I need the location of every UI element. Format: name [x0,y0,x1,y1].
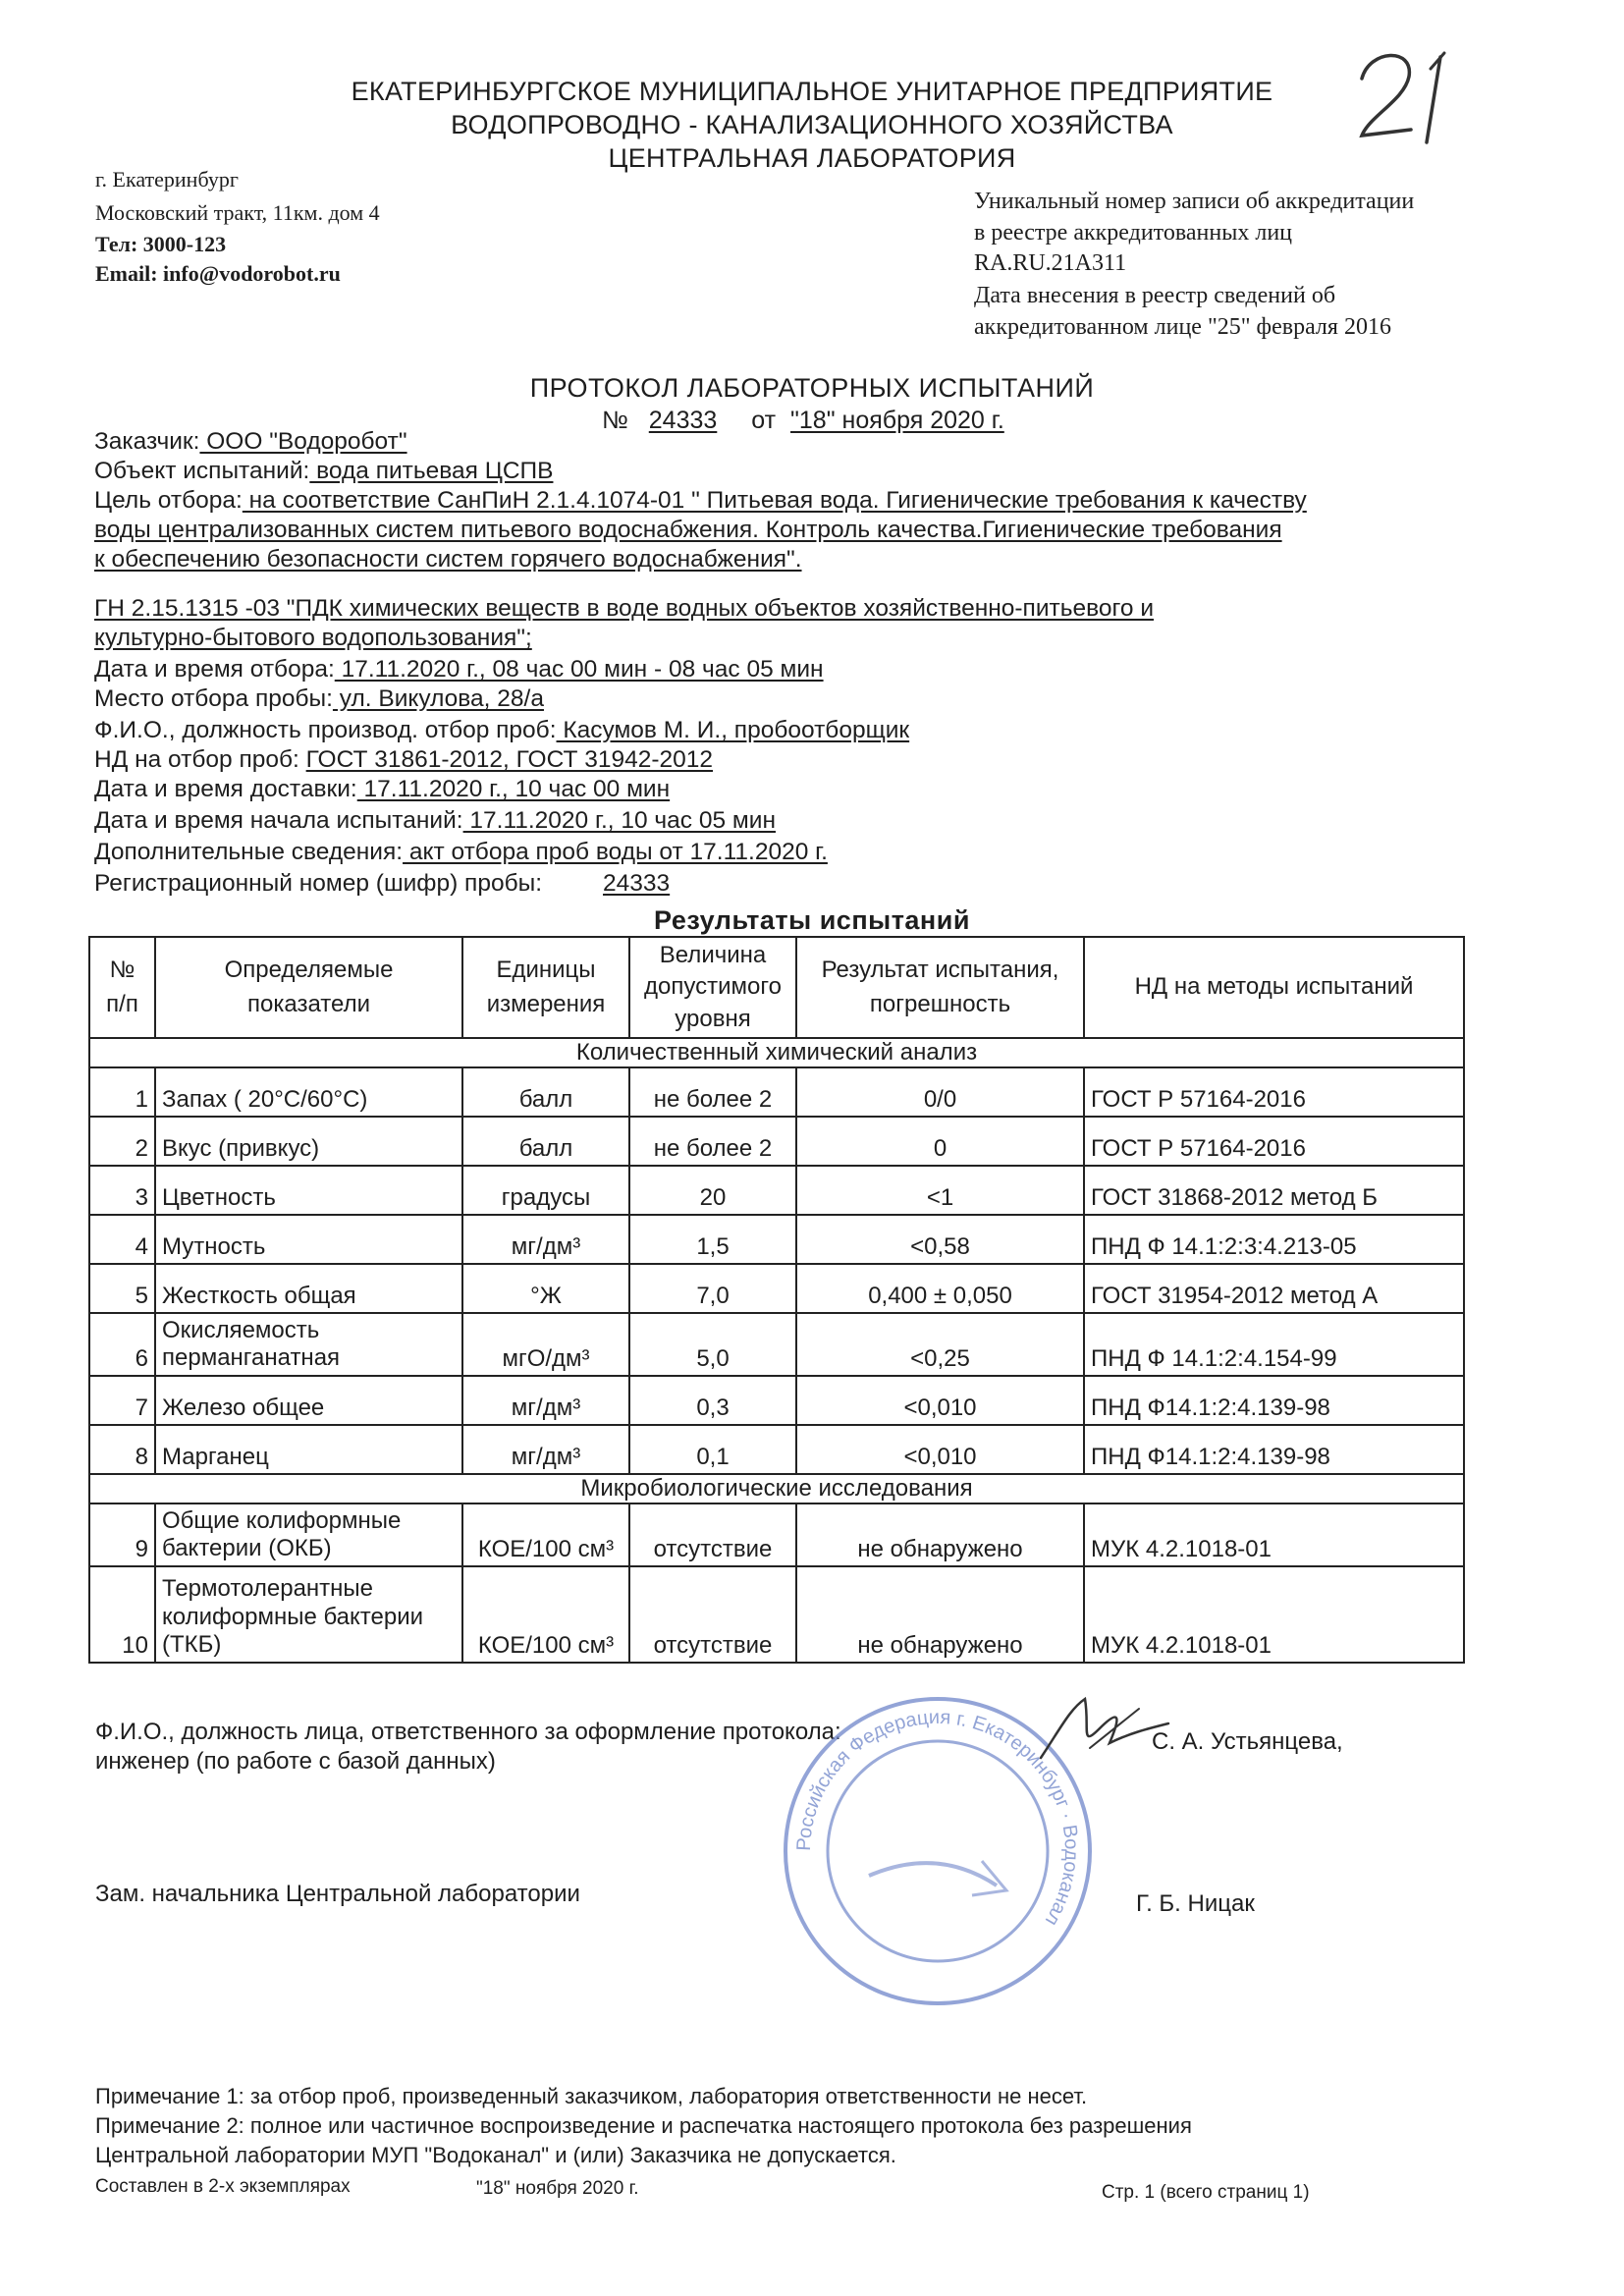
protocol-date-label: от [751,407,777,434]
field-purpose: Цель отбора: на соответствие СанПиН 2.1.4.1074-01 " Питьевая вода. Гигиенические требования к качеству [94,487,1307,514]
field-registration-number: Регистрационный номер (шифр) пробы: 24333 [94,870,671,897]
header-line-1: ЕКАТЕРИНБУРГСКОЕ МУНИЦИПАЛЬНОЕ УНИТАРНОЕ ПРЕДПРИЯТИЕ [351,77,1273,106]
responsible-position: инженер (по работе с базой данных) [95,1748,496,1775]
field-additional-info: Дополнительные сведения: акт отбора проб воды от 17.11.2020 г. [94,839,828,865]
deputy-label: Зам. начальника Центральной лаборатории [95,1881,580,1907]
table-row: 7 Железо общее мг/дм³ 0,3 <0,010 ПНД Ф14.1:2:4.139-98 [89,1376,1464,1425]
table-row: 4 Мутность мг/дм³ 1,5 <0,58 ПНД Ф 14.1:2:3:4.213-05 [89,1215,1464,1264]
results-title: Результаты испытаний [654,905,970,935]
results-table [88,936,1465,1664]
header-result: Результат испытания, погрешность [796,937,1084,1038]
footer-copies: Составлен в 2-х экземплярах [95,2176,351,2197]
note-2: Примечание 2: полное или частичное воспроизведение и распечатка настоящего протокола без разрешения [95,2113,1192,2138]
header-line-2: ВОДОПРОВОДНО - КАНАЛИЗАЦИОННОГО ХОЗЯЙСТВА [451,110,1173,139]
header-limit: Величина допустимого уровня [629,937,796,1038]
table-row: 10 Термотолерантные колиформные бактерии (ТКБ) КОЕ/100 см³ отсутствие не обнаружено МУК 4.2.1018-01 [89,1566,1464,1663]
field-sampling-nd: НД на отбор проб: ГОСТ 31861-2012, ГОСТ 31942-2012 [94,746,714,773]
field-sampling-time: Дата и время отбора: 17.11.2020 г., 08 час 00 мин - 08 час 05 мин [94,656,824,683]
contact-city: г. Екатеринбург [95,167,239,191]
table-row: 6 Окисляемость перманганатная мгО/дм³ 5,0 <0,25 ПНД Ф 14.1:2:4.154-99 [89,1313,1464,1376]
deputy-name: Г. Б. Ницак [1136,1890,1255,1917]
accreditation-line-4: Дата внесения в реестр сведений об [974,283,1336,308]
field-delivery-time: Дата и время доставки: 17.11.2020 г., 10 час 00 мин [94,776,671,802]
protocol-title: ПРОТОКОЛ ЛАБОРАТОРНЫХ ИСПЫТАНИЙ [529,373,1095,403]
table-row: 3 Цветность градусы 20 <1 ГОСТ 31868-2012 метод Б [89,1166,1464,1215]
table-row: 8 Марганец мг/дм³ 0,1 <0,010 ПНД Ф14.1:2:4.139-98 [89,1425,1464,1474]
signature [1031,1689,1178,1777]
footer-page: Стр. 1 (всего страниц 1) [1102,2182,1310,2203]
field-purpose-line-2: воды централизованных систем питьевого водоснабжения. Контроль качества.Гигиенические требования [94,517,1282,543]
section-microbiological: Микробиологические исследования [89,1474,1464,1503]
section-chemical: Количественный химический анализ [89,1038,1464,1067]
field-purpose-line-3: к обеспечению безопасности систем горячего водоснабжения". [94,546,802,573]
accreditation-line-1: Уникальный номер записи об аккредитации [974,189,1415,214]
field-object: Объект испытаний: вода питьевая ЦСПВ [94,458,554,484]
field-sampler: Ф.И.О., должность производ. отбор проб: Касумов М. И., пробоотборщик [94,717,910,743]
protocol-date: "18" ноября 2020 г. [790,407,1004,434]
field-purpose-line-4: ГН 2.15.1315 -03 "ПДК химических веществ в воде водных объектов хозяйственно-питьевого и [94,595,1155,622]
header-parameter: Определяемые показатели [155,937,462,1038]
header-method: НД на методы испытаний [1084,937,1464,1038]
accreditation-line-5: аккредитованном лице "25" февраля 2016 [974,314,1391,340]
stamp-ring-text: Российская Федерация г. Екатеринбург · Водоканал [792,1706,1083,1930]
table-header-row [89,937,1464,1038]
responsible-label: Ф.И.О., должность лица, ответственного за оформление протокола: [95,1719,841,1745]
field-customer: Заказчик: ООО "Водоробот" [94,428,407,455]
note-1: Примечание 1: за отбор проб, произведенный заказчиком, лаборатория ответственности не несет. [95,2084,1088,2108]
table-row: 5 Жесткость общая °Ж 7,0 0,400 ± 0,050 ГОСТ 31954-2012 метод А [89,1264,1464,1313]
header-line-3: ЦЕНТРАЛЬНАЯ ЛАБОРАТОРИЯ [608,143,1016,173]
header-unit: Единицы измерения [462,937,629,1038]
protocol-number: 24333 [648,407,718,434]
note-3: Центральной лаборатории МУП "Водоканал" и (или) Заказчика не допускается. [95,2143,896,2167]
responsible-name: С. А. Устьянцева, [1152,1728,1343,1755]
contact-email: Email: info@vodorobot.ru [95,261,341,286]
field-test-start: Дата и время начала испытаний: 17.11.2020 г., 10 час 05 мин [94,807,776,834]
table-row: 9 Общие колиформные бактерии (ОКБ) КОЕ/100 см³ отсутствие не обнаружено МУК 4.2.1018-01 [89,1503,1464,1566]
table-row: 2 Вкус (привкус) балл не более 2 0 ГОСТ Р 57164-2016 [89,1117,1464,1166]
accreditation-line-2: в реестре аккредитованных лиц [974,220,1292,246]
footer-date: "18" ноября 2020 г. [476,2178,639,2199]
field-purpose-line-5: культурно-бытового водопользования"; [94,625,532,651]
accreditation-number: RA.RU.21A311 [974,250,1127,276]
handwritten-page-number [1350,39,1468,157]
table-row: 1 Запах ( 20°С/60°С) балл не более 2 0/0 ГОСТ Р 57164-2016 [89,1067,1464,1117]
contact-phone: Тел: 3000-123 [95,232,227,256]
protocol-number-line [602,407,1004,435]
header-number: № п/п [89,937,155,1038]
contact-address: Московский тракт, 11км. дом 4 [95,200,380,225]
field-sampling-place: Место отбора пробы: ул. Викулова, 28/а [94,685,544,712]
protocol-number-label: № [602,407,628,434]
